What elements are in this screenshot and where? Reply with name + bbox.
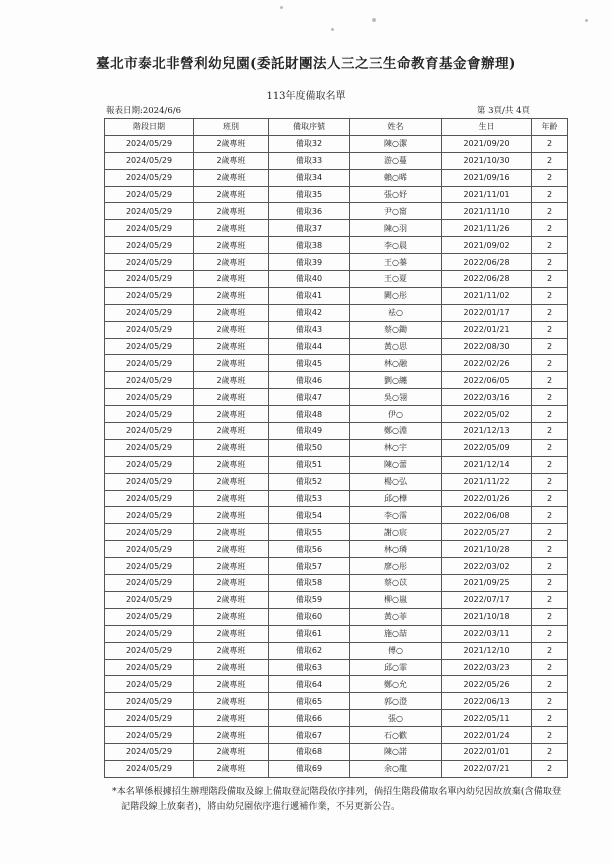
cell-name: 邱○樺 <box>350 490 442 507</box>
cell-stage-date: 2024/05/29 <box>105 287 194 304</box>
table-row <box>105 659 568 676</box>
cell-class: 2歲專班 <box>194 355 269 372</box>
table-row <box>105 321 568 338</box>
scan-speck <box>280 6 283 9</box>
table-row <box>105 423 568 440</box>
cell-birthday: 2022/01/01 <box>442 743 532 760</box>
table-row <box>105 271 568 288</box>
cell-birthday: 2022/06/28 <box>442 254 532 271</box>
cell-waitlist-number: 備取45 <box>269 355 350 372</box>
cell-stage-date: 2024/05/29 <box>105 473 194 490</box>
cell-age: 2 <box>532 507 568 524</box>
cell-name: 林○融 <box>350 355 442 372</box>
cell-stage-date: 2024/05/29 <box>105 406 194 423</box>
cell-stage-date: 2024/05/29 <box>105 490 194 507</box>
cell-stage-date: 2024/05/29 <box>105 541 194 558</box>
cell-class: 2歲專班 <box>194 169 269 186</box>
table-row <box>105 287 568 304</box>
table-row <box>105 220 568 237</box>
cell-name: 闕○彤 <box>350 287 442 304</box>
cell-stage-date: 2024/05/29 <box>105 625 194 642</box>
cell-waitlist-number: 備取67 <box>269 727 350 744</box>
cell-birthday: 2021/11/10 <box>442 203 532 220</box>
cell-birthday: 2022/01/21 <box>442 321 532 338</box>
cell-birthday: 2022/05/27 <box>442 524 532 541</box>
table-row <box>105 203 568 220</box>
table-row <box>105 152 568 169</box>
table-row <box>105 676 568 693</box>
cell-waitlist-number: 備取56 <box>269 541 350 558</box>
cell-waitlist-number: 備取32 <box>269 135 350 152</box>
cell-age: 2 <box>532 254 568 271</box>
cell-waitlist-number: 備取36 <box>269 203 350 220</box>
cell-birthday: 2022/06/08 <box>442 507 532 524</box>
cell-name: 伊○ <box>350 406 442 423</box>
cell-waitlist-number: 備取52 <box>269 473 350 490</box>
cell-stage-date: 2024/05/29 <box>105 456 194 473</box>
cell-waitlist-number: 備取41 <box>269 287 350 304</box>
cell-waitlist-number: 備取53 <box>269 490 350 507</box>
header-waitlist-number: 備取序號 <box>269 119 350 136</box>
cell-stage-date: 2024/05/29 <box>105 676 194 693</box>
cell-class: 2歲專班 <box>194 135 269 152</box>
table-row <box>105 456 568 473</box>
table-row <box>105 608 568 625</box>
cell-age: 2 <box>532 727 568 744</box>
cell-name: 柳○嵐 <box>350 591 442 608</box>
cell-birthday: 2022/07/17 <box>442 591 532 608</box>
cell-class: 2歲專班 <box>194 439 269 456</box>
cell-class: 2歲專班 <box>194 186 269 203</box>
table-row <box>105 558 568 575</box>
cell-birthday: 2022/03/23 <box>442 659 532 676</box>
cell-class: 2歲專班 <box>194 152 269 169</box>
cell-waitlist-number: 備取58 <box>269 575 350 592</box>
cell-name: 李○霈 <box>350 507 442 524</box>
cell-age: 2 <box>532 710 568 727</box>
scan-speck <box>585 19 588 22</box>
cell-class: 2歲專班 <box>194 338 269 355</box>
cell-age: 2 <box>532 406 568 423</box>
cell-birthday: 2022/03/16 <box>442 389 532 406</box>
cell-age: 2 <box>532 321 568 338</box>
cell-age: 2 <box>532 490 568 507</box>
cell-class: 2歲專班 <box>194 676 269 693</box>
cell-stage-date: 2024/05/29 <box>105 169 194 186</box>
cell-waitlist-number: 備取33 <box>269 152 350 169</box>
cell-age: 2 <box>532 355 568 372</box>
cell-birthday: 2022/06/28 <box>442 271 532 288</box>
cell-birthday: 2022/06/13 <box>442 693 532 710</box>
document-title: 臺北市泰北非營利幼兒園(委託財團法人三之三生命教育基金會辦理) <box>96 56 516 72</box>
cell-name: 余○龍 <box>350 760 442 777</box>
cell-age: 2 <box>532 271 568 288</box>
cell-name: 尹○甯 <box>350 203 442 220</box>
cell-age: 2 <box>532 169 568 186</box>
cell-name: 鄭○允 <box>350 676 442 693</box>
table-row <box>105 406 568 423</box>
cell-birthday: 2022/05/26 <box>442 676 532 693</box>
cell-birthday: 2021/12/14 <box>442 456 532 473</box>
cell-name: 邱○霏 <box>350 659 442 676</box>
cell-birthday: 2021/11/02 <box>442 287 532 304</box>
cell-age: 2 <box>532 524 568 541</box>
cell-stage-date: 2024/05/29 <box>105 355 194 372</box>
cell-birthday: 2021/10/18 <box>442 608 532 625</box>
table-row <box>105 524 568 541</box>
cell-class: 2歲專班 <box>194 220 269 237</box>
cell-stage-date: 2024/05/29 <box>105 389 194 406</box>
cell-birthday: 2022/05/11 <box>442 710 532 727</box>
cell-waitlist-number: 備取68 <box>269 743 350 760</box>
cell-name: 吳○翎 <box>350 389 442 406</box>
table-row <box>105 254 568 271</box>
cell-class: 2歲專班 <box>194 558 269 575</box>
cell-age: 2 <box>532 287 568 304</box>
cell-class: 2歲專班 <box>194 524 269 541</box>
cell-birthday: 2022/08/30 <box>442 338 532 355</box>
cell-age: 2 <box>532 591 568 608</box>
cell-class: 2歲專班 <box>194 254 269 271</box>
cell-age: 2 <box>532 389 568 406</box>
cell-stage-date: 2024/05/29 <box>105 507 194 524</box>
cell-age: 2 <box>532 659 568 676</box>
cell-birthday: 2021/12/10 <box>442 642 532 659</box>
table-row <box>105 338 568 355</box>
cell-class: 2歲專班 <box>194 575 269 592</box>
cell-stage-date: 2024/05/29 <box>105 760 194 777</box>
cell-class: 2歲專班 <box>194 608 269 625</box>
cell-class: 2歲專班 <box>194 456 269 473</box>
cell-name: 游○蔓 <box>350 152 442 169</box>
cell-birthday: 2021/09/02 <box>442 237 532 254</box>
table-row <box>105 237 568 254</box>
cell-stage-date: 2024/05/29 <box>105 186 194 203</box>
cell-class: 2歲專班 <box>194 490 269 507</box>
header-age: 年齡 <box>532 119 568 136</box>
table-row <box>105 541 568 558</box>
cell-birthday: 2021/11/22 <box>442 473 532 490</box>
cell-waitlist-number: 備取51 <box>269 456 350 473</box>
cell-class: 2歲專班 <box>194 203 269 220</box>
cell-waitlist-number: 備取61 <box>269 625 350 642</box>
cell-stage-date: 2024/05/29 <box>105 203 194 220</box>
cell-stage-date: 2024/05/29 <box>105 659 194 676</box>
cell-stage-date: 2024/05/29 <box>105 271 194 288</box>
cell-name: 陳○蕾 <box>350 456 442 473</box>
table-row <box>105 135 568 152</box>
cell-birthday: 2022/02/26 <box>442 355 532 372</box>
table-row <box>105 490 568 507</box>
cell-name: 鄭○淵 <box>350 423 442 440</box>
table-row <box>105 355 568 372</box>
cell-stage-date: 2024/05/29 <box>105 575 194 592</box>
cell-waitlist-number: 備取60 <box>269 608 350 625</box>
cell-birthday: 2022/03/11 <box>442 625 532 642</box>
cell-name: 林○宇 <box>350 439 442 456</box>
page-indicator: 第 3頁/共 4頁 <box>476 106 530 116</box>
cell-name: 楊○弘 <box>350 473 442 490</box>
cell-birthday: 2021/12/13 <box>442 423 532 440</box>
cell-stage-date: 2024/05/29 <box>105 254 194 271</box>
cell-stage-date: 2024/05/29 <box>105 710 194 727</box>
table-row <box>105 591 568 608</box>
cell-class: 2歲專班 <box>194 727 269 744</box>
cell-class: 2歲專班 <box>194 760 269 777</box>
cell-waitlist-number: 備取35 <box>269 186 350 203</box>
cell-class: 2歲專班 <box>194 406 269 423</box>
cell-name: 黃○菲 <box>350 608 442 625</box>
cell-birthday: 2021/09/25 <box>442 575 532 592</box>
table-row <box>105 642 568 659</box>
cell-age: 2 <box>532 642 568 659</box>
cell-waitlist-number: 備取48 <box>269 406 350 423</box>
table-row <box>105 760 568 777</box>
cell-waitlist-number: 備取54 <box>269 507 350 524</box>
cell-age: 2 <box>532 186 568 203</box>
cell-class: 2歲專班 <box>194 659 269 676</box>
cell-birthday: 2021/09/16 <box>442 169 532 186</box>
cell-name: 袪○ <box>350 304 442 321</box>
cell-stage-date: 2024/05/29 <box>105 591 194 608</box>
cell-birthday: 2022/03/02 <box>442 558 532 575</box>
cell-stage-date: 2024/05/29 <box>105 338 194 355</box>
cell-waitlist-number: 備取44 <box>269 338 350 355</box>
cell-name: 陳○羽 <box>350 220 442 237</box>
cell-name: 王○蓁 <box>350 254 442 271</box>
cell-age: 2 <box>532 608 568 625</box>
cell-stage-date: 2024/05/29 <box>105 152 194 169</box>
cell-waitlist-number: 備取37 <box>269 220 350 237</box>
cell-age: 2 <box>532 135 568 152</box>
cell-waitlist-number: 備取57 <box>269 558 350 575</box>
cell-class: 2歲專班 <box>194 287 269 304</box>
cell-birthday: 2022/06/05 <box>442 372 532 389</box>
cell-age: 2 <box>532 693 568 710</box>
cell-birthday: 2022/05/09 <box>442 439 532 456</box>
cell-waitlist-number: 備取63 <box>269 659 350 676</box>
table-row <box>105 372 568 389</box>
cell-stage-date: 2024/05/29 <box>105 372 194 389</box>
cell-class: 2歲專班 <box>194 642 269 659</box>
cell-waitlist-number: 備取55 <box>269 524 350 541</box>
cell-birthday: 2021/10/28 <box>442 541 532 558</box>
cell-waitlist-number: 備取66 <box>269 710 350 727</box>
cell-stage-date: 2024/05/29 <box>105 608 194 625</box>
cell-waitlist-number: 備取65 <box>269 693 350 710</box>
waitlist-table <box>104 118 568 778</box>
cell-age: 2 <box>532 625 568 642</box>
cell-waitlist-number: 備取62 <box>269 642 350 659</box>
cell-class: 2歲專班 <box>194 389 269 406</box>
cell-birthday: 2021/09/20 <box>442 135 532 152</box>
table-row <box>105 727 568 744</box>
table-row <box>105 625 568 642</box>
cell-class: 2歲專班 <box>194 625 269 642</box>
cell-name: 郭○澄 <box>350 693 442 710</box>
cell-class: 2歲專班 <box>194 237 269 254</box>
cell-stage-date: 2024/05/29 <box>105 743 194 760</box>
cell-waitlist-number: 備取40 <box>269 271 350 288</box>
table-row <box>105 710 568 727</box>
header-name: 姓名 <box>350 119 442 136</box>
cell-stage-date: 2024/05/29 <box>105 220 194 237</box>
cell-stage-date: 2024/05/29 <box>105 693 194 710</box>
cell-waitlist-number: 備取64 <box>269 676 350 693</box>
cell-stage-date: 2024/05/29 <box>105 237 194 254</box>
cell-name: 黃○思 <box>350 338 442 355</box>
cell-age: 2 <box>532 743 568 760</box>
cell-name: 張○ <box>350 710 442 727</box>
cell-age: 2 <box>532 558 568 575</box>
cell-name: 石○歡 <box>350 727 442 744</box>
cell-class: 2歲專班 <box>194 591 269 608</box>
cell-name: 劉○纏 <box>350 372 442 389</box>
cell-age: 2 <box>532 456 568 473</box>
cell-class: 2歲專班 <box>194 473 269 490</box>
table-row <box>105 507 568 524</box>
cell-stage-date: 2024/05/29 <box>105 135 194 152</box>
cell-age: 2 <box>532 304 568 321</box>
cell-name: 蔡○鋤 <box>350 321 442 338</box>
cell-name: 廖○彤 <box>350 558 442 575</box>
cell-birthday: 2021/11/01 <box>442 186 532 203</box>
cell-stage-date: 2024/05/29 <box>105 642 194 659</box>
cell-name: 李○晨 <box>350 237 442 254</box>
cell-waitlist-number: 備取69 <box>269 760 350 777</box>
cell-class: 2歲專班 <box>194 372 269 389</box>
table-row <box>105 169 568 186</box>
cell-waitlist-number: 備取50 <box>269 439 350 456</box>
table-row <box>105 186 568 203</box>
table-header-row <box>105 119 568 136</box>
cell-class: 2歲專班 <box>194 423 269 440</box>
cell-birthday: 2022/01/24 <box>442 727 532 744</box>
cell-name: 傅○ <box>350 642 442 659</box>
header-class: 班別 <box>194 119 269 136</box>
cell-age: 2 <box>532 372 568 389</box>
cell-waitlist-number: 備取42 <box>269 304 350 321</box>
cell-stage-date: 2024/05/29 <box>105 558 194 575</box>
cell-class: 2歲專班 <box>194 743 269 760</box>
cell-waitlist-number: 備取49 <box>269 423 350 440</box>
cell-name: 施○喆 <box>350 625 442 642</box>
cell-stage-date: 2024/05/29 <box>105 439 194 456</box>
scan-speck <box>331 28 334 31</box>
cell-class: 2歲專班 <box>194 507 269 524</box>
document-subtitle: 113年度備取名單 <box>266 91 346 102</box>
footnote: *本名單係根據招生辦理階段備取及線上備取登記階段依序排列，倘招生階段備取名單內幼兒因故放棄(含備取登記階段線上放棄者)，將由幼兒園依序進行遞補作業，不另更新公告。 <box>112 786 562 812</box>
header-birthday: 生日 <box>442 119 532 136</box>
cell-stage-date: 2024/05/29 <box>105 524 194 541</box>
cell-name: 王○夏 <box>350 271 442 288</box>
cell-birthday: 2022/01/17 <box>442 304 532 321</box>
cell-age: 2 <box>532 473 568 490</box>
cell-age: 2 <box>532 575 568 592</box>
cell-class: 2歲專班 <box>194 693 269 710</box>
header-stage-date: 階段日期 <box>105 119 194 136</box>
table-row <box>105 693 568 710</box>
cell-age: 2 <box>532 237 568 254</box>
table-row <box>105 473 568 490</box>
cell-age: 2 <box>532 423 568 440</box>
cell-stage-date: 2024/05/29 <box>105 423 194 440</box>
report-date: 報表日期:2024/6/6 <box>106 106 182 116</box>
cell-birthday: 2022/07/21 <box>442 760 532 777</box>
cell-name: 陳○諾 <box>350 743 442 760</box>
cell-class: 2歲專班 <box>194 541 269 558</box>
cell-age: 2 <box>532 203 568 220</box>
cell-waitlist-number: 備取43 <box>269 321 350 338</box>
table-row <box>105 743 568 760</box>
cell-birthday: 2021/11/26 <box>442 220 532 237</box>
cell-birthday: 2022/05/02 <box>442 406 532 423</box>
cell-age: 2 <box>532 760 568 777</box>
cell-name: 陳○潔 <box>350 135 442 152</box>
cell-name: 謝○宸 <box>350 524 442 541</box>
cell-name: 張○妤 <box>350 186 442 203</box>
table-row <box>105 389 568 406</box>
cell-birthday: 2022/01/26 <box>442 490 532 507</box>
cell-age: 2 <box>532 676 568 693</box>
cell-class: 2歲專班 <box>194 321 269 338</box>
cell-waitlist-number: 備取34 <box>269 169 350 186</box>
cell-age: 2 <box>532 338 568 355</box>
table-row <box>105 439 568 456</box>
cell-class: 2歲專班 <box>194 271 269 288</box>
cell-birthday: 2021/10/30 <box>442 152 532 169</box>
cell-stage-date: 2024/05/29 <box>105 321 194 338</box>
cell-name: 林○璘 <box>350 541 442 558</box>
cell-stage-date: 2024/05/29 <box>105 727 194 744</box>
cell-class: 2歲專班 <box>194 710 269 727</box>
cell-waitlist-number: 備取38 <box>269 237 350 254</box>
cell-age: 2 <box>532 541 568 558</box>
cell-waitlist-number: 備取46 <box>269 372 350 389</box>
cell-name: 賴○晞 <box>350 169 442 186</box>
cell-waitlist-number: 備取47 <box>269 389 350 406</box>
table-row <box>105 304 568 321</box>
cell-age: 2 <box>532 152 568 169</box>
cell-class: 2歲專班 <box>194 304 269 321</box>
cell-stage-date: 2024/05/29 <box>105 304 194 321</box>
scan-speck <box>372 18 376 22</box>
cell-waitlist-number: 備取59 <box>269 591 350 608</box>
cell-age: 2 <box>532 220 568 237</box>
cell-name: 蔡○苡 <box>350 575 442 592</box>
table-body <box>105 135 568 777</box>
cell-age: 2 <box>532 439 568 456</box>
cell-waitlist-number: 備取39 <box>269 254 350 271</box>
table-row <box>105 575 568 592</box>
